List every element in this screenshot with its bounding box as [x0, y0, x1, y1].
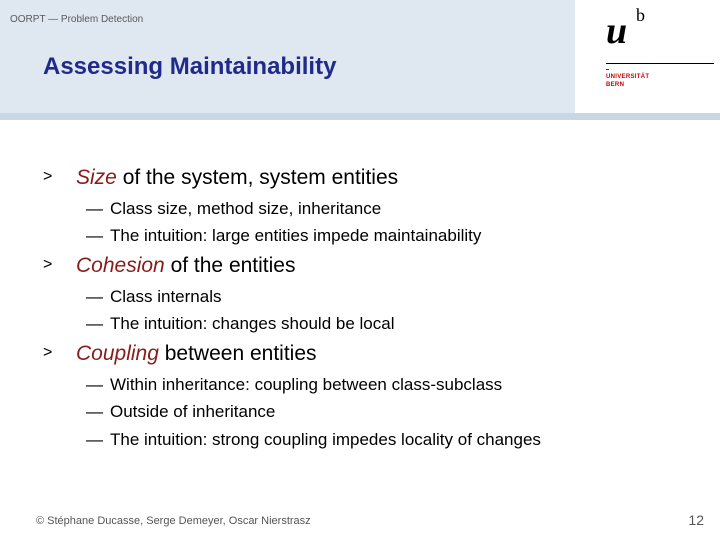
sub-bullet-text: Within inheritance: coupling between class-subclass: [110, 375, 503, 394]
bullet-emphasis: Coupling: [76, 342, 159, 365]
sub-bullet-text: The intuition: strong coupling impedes locality of changes: [110, 430, 541, 449]
sub-bullet: [86, 375, 502, 395]
sub-bullet: [86, 430, 541, 450]
sub-bullet-text: The intuition: changes should be local: [110, 314, 395, 333]
sub-marker: —: [86, 375, 103, 394]
logo-university: UNIVERSITÄT: [606, 74, 650, 80]
bullet-emphasis: Cohesion: [76, 254, 165, 277]
sub-marker: —: [86, 314, 103, 333]
sub-bullet: [86, 226, 481, 246]
sub-marker: —: [86, 402, 103, 421]
sub-bullet: [86, 199, 381, 219]
bullet-rest: between entities: [158, 342, 317, 365]
sub-marker: —: [86, 226, 103, 245]
bullet-text: [76, 254, 295, 278]
logo-b: b: [636, 5, 645, 25]
logo-accent: [606, 69, 609, 70]
sub-marker: —: [86, 430, 103, 449]
logo-u: u: [606, 10, 628, 52]
bullet-text: [76, 342, 317, 366]
bullet-text: [76, 166, 398, 190]
sub-marker: —: [86, 199, 103, 218]
university-logo: [605, 6, 715, 96]
sub-bullet: [86, 287, 222, 307]
logo-bern: BERN: [606, 82, 625, 88]
sub-bullet: [86, 402, 275, 422]
sub-bullet: [86, 314, 394, 334]
footer-copyright: © Stéphane Ducasse, Serge Demeyer, Oscar Nierstrasz: [36, 515, 311, 527]
logo-rule: [606, 63, 714, 64]
course-label: OORPT — Problem Detection: [10, 14, 144, 25]
sub-bullet-text: The intuition: large entities impede maintainability: [110, 226, 482, 245]
sub-bullet-text: Class size, method size, inheritance: [110, 199, 382, 218]
bullet-marker: >: [43, 256, 53, 273]
bullet-marker: >: [43, 344, 53, 361]
sub-bullet-text: Outside of inheritance: [110, 402, 276, 421]
sub-marker: —: [86, 287, 103, 306]
page-number: 12: [688, 512, 704, 528]
bullet-rest: of the entities: [164, 254, 296, 277]
bullet-emphasis: Size: [76, 166, 117, 189]
sub-bullet-text: Class internals: [110, 287, 222, 306]
header-rule: [0, 113, 720, 120]
bullet-marker: >: [43, 168, 53, 185]
slide-title: Assessing Maintainability: [43, 53, 337, 80]
bullet-rest: of the system, system entities: [116, 166, 399, 189]
